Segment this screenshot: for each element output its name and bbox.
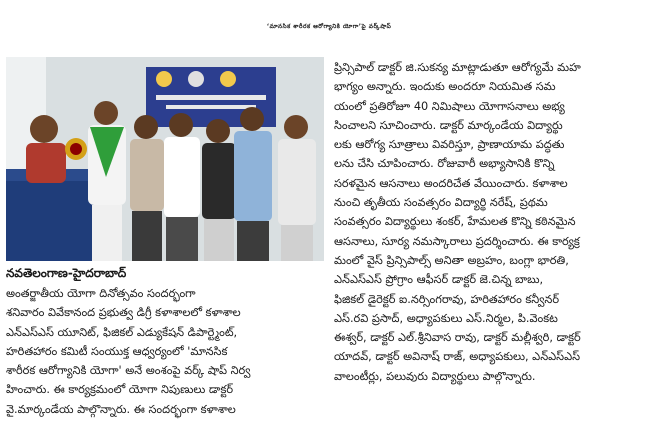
text-line: ఎస్.రవి ప్రసాద్, అధ్యాపకులు ఎస్.నిర్మల, పి.వెంకట (334, 311, 558, 325)
text-line: హరితహారం కమిటీ సంయుక్త ఆధ్వర్యంలో 'మానసిక (6, 344, 228, 358)
text-line: యంలో ప్రతిరోజూ 40 నిమిషాలు యోగాసనాలు అభ్య (334, 99, 565, 113)
text-line: వై.మార్కండేయ పాల్గొన్నారు. ఈ సందర్భంగా కళాశాల (6, 402, 236, 416)
text-line: సరళమైన ఆసనాలు అందరిచేత వేయించారు. కళాశాల (334, 176, 568, 190)
text-line: ఫిజికల్ డైరెక్టర్ ఐ.నర్సింగరావు, హరితహారం కన్వీనర్ (334, 292, 560, 306)
text-line: ఎన్ఎస్ఎస్ ప్రోగ్రాం ఆఫీసర్ డాక్టర్ జె.చిన్న బాబు, (334, 273, 544, 287)
article-right-column (334, 58, 654, 386)
text-line: సంవత్సరం విద్యార్థులు శంకర్, హేమలత కొన్ని కఠినమైన (334, 215, 576, 229)
text-line: వాలంటీర్లు, పలువురు విద్యార్థులు పాల్గొన్నారు. (334, 369, 536, 383)
text-line: లను చేసి చూపించారు. రోజువారీ అభ్యాసానికి కొన్ని (334, 157, 555, 171)
text-line: ఈశ్వర్, డాక్టర్ ఎల్.శ్రీనివాస రావు, డాక్టర్ మల్లీశ్వరి, డాక్టర్ (334, 331, 581, 345)
group-photo-image (6, 57, 324, 261)
text-line: ఎన్ఎస్ఎస్ యూనిట్, ఫిజికల్ ఎడ్యుకేషన్ డిపార్ట్మెంట్, (6, 325, 238, 339)
article-headline: ‘మానసిక శారీరక ఆరోగ్యానికి యోగా’పై వర్క్‌షాప్ (266, 24, 392, 30)
text-line: అంతర్జాతీయ యోగా దినోత్సవం సందర్భంగా (6, 287, 196, 300)
text-line: ప్రిన్సిపాల్ డాక్టర్ జి.సుకన్య మాట్లాడుతూ ఆరోగ్యమే మహ (334, 61, 581, 74)
text-line: సించాలని సూచించారు. డాక్టర్ మార్కండేయ విద్యార్థు (334, 118, 563, 132)
text-line: యాదవ్, డాక్టర్ అవినాష్ రాజ్, అధ్యాపకులు, ఎన్ఎస్ఎస్ (334, 350, 581, 364)
article-left-column (6, 284, 324, 419)
news-photo (6, 57, 324, 261)
text-line: నుంచి తృతీయ సంవత్సరం విద్యార్థి నరేష్, ప్రథమ (334, 196, 548, 210)
text-line: ఆసనాలు, సూర్య నమస్కారాలు ప్రదర్శించారు. ఈ కార్యక్ర (334, 234, 580, 248)
text-line: భాగ్యం అన్నారు. ఇందుకు అందరూ నియమిత సమ (334, 80, 556, 94)
text-line: లకు ఆరోగ్య సూత్రాలు వివరిస్తూ, ప్రాణాయామ పద్ధతు (334, 138, 565, 152)
text-line: మంలో వైస్ ప్రిన్సిపాల్స్ అనితా అబ్రహం, బంగ్లా భారతి, (334, 253, 569, 267)
text-line: శనివారం వివేకానంద ప్రభుత్వ డిగ్రీ కళాశాలలో కళాశాల (6, 306, 241, 320)
text-line: హించారు. ఈ కార్యక్రమంలో యోగా నిపుణులు డాక్టర్ (6, 383, 234, 397)
text-line: శారీరక ఆరోగ్యానికి యోగా' అనే అంశంపై వర్క్ షాప్ నిర్వ (6, 364, 251, 378)
dateline: నవతెలంగాణ-హైదరాబాద్ (6, 266, 127, 280)
